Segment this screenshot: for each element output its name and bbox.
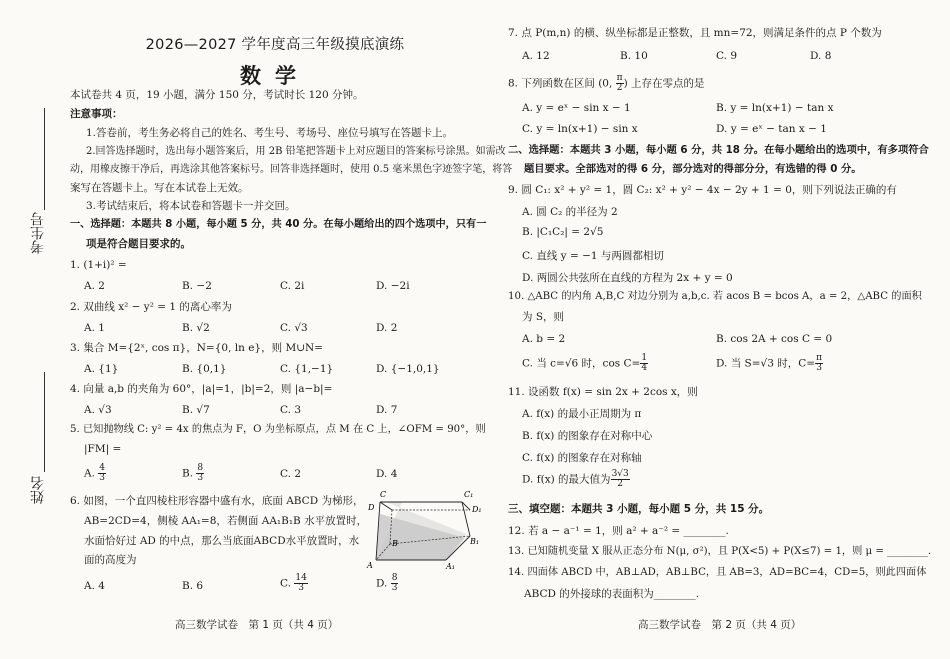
q8-option-c: C. y = ln(x+1) − sin x bbox=[522, 123, 638, 135]
q3-option-d: D. {−1,0,1} bbox=[376, 363, 440, 375]
q12-stem: 12. 若 a − a⁻¹ = 1，则 a² + a⁻² = ________. bbox=[508, 525, 729, 537]
q2-option-c: C. √3 bbox=[280, 322, 308, 334]
q8-option-d: D. y = eˣ − tan x − 1 bbox=[716, 123, 827, 135]
q10-option-a: A. b = 2 bbox=[522, 333, 566, 345]
label-b: B bbox=[392, 539, 398, 548]
edge-c1-b1 bbox=[462, 502, 470, 536]
q10-stem-line2: 为 S，则 bbox=[522, 311, 565, 323]
q13-stem: 13. 已知随机变量 X 服从正态分布 N(μ, σ²)，且 P(X<5) + P(X≤7) = 1，则 μ = ________. bbox=[508, 546, 932, 557]
q9-option-c: C. 直线 y = −1 与两圆都相切 bbox=[522, 250, 664, 262]
q9-option-d: D. 两圆公共弦所在直线的方程为 2x + y = 0 bbox=[522, 272, 733, 284]
q11-option-c: C. f(x) 的图象存在对称轴 bbox=[522, 452, 642, 464]
q6-option-c: C. $\frac{14}{3}$ bbox=[280, 573, 307, 593]
q3-option-c: C. {1,−1} bbox=[280, 363, 334, 375]
q9-option-b: B. |C₁C₂| = 2√5 bbox=[522, 226, 604, 238]
q9-option-a: A. 圆 C₂ 的半径为 2 bbox=[522, 206, 618, 218]
q5-option-d: D. 4 bbox=[376, 468, 398, 480]
q10-option-b: B. cos 2A + cos C = 0 bbox=[716, 333, 833, 345]
q1-stem: 1. (1+i)² = bbox=[70, 259, 127, 271]
q3-stem: 3. 集合 M={2ˣ, cos π}，N={0, ln e}，则 M∪N= bbox=[70, 342, 323, 354]
intro-text: 本试卷共 4 页，19 小题，满分 150 分，考试时长 120 分钟。 bbox=[70, 89, 364, 101]
q6-line2: AB=2CD=4，侧棱 AA₁=8，若侧面 AA₁B₁B 水平放置时， bbox=[84, 515, 368, 527]
q7-stem: 7. 点 P(m,n) 的横、纵坐标都是正整数，且 mn=72，则满足条件的点 P 个数为 bbox=[508, 27, 882, 39]
q2-option-b: B. √2 bbox=[182, 322, 210, 334]
q5-option-a: A. $\frac{4}{3}$ bbox=[84, 463, 105, 483]
q7-option-a: A. 12 bbox=[522, 50, 550, 62]
q8-stem: 8. 下列函数在区间 (0, $\frac{\pi}{2}$ ) 上存在零点的是 bbox=[508, 73, 705, 93]
note-3: 3.考试结束后，将本试卷和答题卡一并交回。 bbox=[86, 200, 296, 212]
q11-option-b: B. f(x) 的图象存在对称中心 bbox=[522, 430, 653, 442]
q4-option-b: B. √7 bbox=[182, 404, 210, 416]
q2-stem: 2. 双曲线 x² − y² = 1 的离心率为 bbox=[70, 301, 232, 313]
q10-option-d: D. 当 S=√3 时，C= $\frac{\pi}{3}$ bbox=[716, 353, 823, 373]
exam-number-label: 考生号 bbox=[30, 212, 46, 254]
q10-option-c: C. 当 c=√6 时，cos C= $\frac{1}{4}$ bbox=[522, 353, 648, 373]
section-1-line2: 项是符合题目要求的。 bbox=[86, 238, 191, 250]
q7-option-b: B. 10 bbox=[620, 50, 648, 62]
q4-option-d: D. 7 bbox=[376, 404, 398, 416]
q4-option-c: C. 3 bbox=[280, 404, 302, 416]
prism-figure bbox=[366, 488, 480, 570]
label-d1: D₁ bbox=[472, 505, 482, 514]
q1-option-b: B. −2 bbox=[182, 280, 212, 292]
q9-stem: 9. 圆 C₁: x² + y² = 1，圆 C₂: x² + y² − 4x − 2y + 1 = 0，则下列说法正确的有 bbox=[508, 184, 897, 196]
q3-option-a: A. {1} bbox=[84, 363, 119, 375]
name-line bbox=[44, 372, 45, 472]
q5-stem-line1: 5. 已知抛物线 C: y² = 4x 的焦点为 F，O 为坐标原点，点 M 在 C 上，∠OFM = 90°，则 bbox=[70, 424, 486, 435]
exam-number-line bbox=[44, 108, 45, 210]
q1-option-d: D. −2i bbox=[376, 280, 410, 292]
q6-line4: 面的高度为 bbox=[84, 554, 137, 566]
q5-option-c: C. 2 bbox=[280, 468, 302, 480]
q8-option-b: B. y = ln(x+1) − tan x bbox=[716, 102, 834, 114]
subject-title: 数学 bbox=[240, 64, 310, 88]
note-1: 1.答卷前，考生务必将自己的姓名、考生号、考场号、座位号填写在答题卡上。 bbox=[86, 127, 454, 139]
q1-option-c: C. 2i bbox=[280, 280, 305, 292]
label-c: C bbox=[380, 490, 387, 499]
q11-stem: 11. 设函数 f(x) = sin 2x + 2cos x，则 bbox=[508, 386, 698, 398]
label-b1: B₁ bbox=[470, 537, 480, 546]
q6-option-a: A. 4 bbox=[84, 580, 105, 592]
q3-option-b: B. {0,1} bbox=[182, 363, 227, 375]
name-label: 姓名 bbox=[30, 476, 46, 504]
section-3-line1: 三、填空题：本题共 3 小题，每小题 5 分，共 15 分。 bbox=[508, 503, 770, 515]
q5-stem-line2: |FM| = bbox=[84, 443, 122, 455]
note-2b: 动，用橡皮擦干净后，再选涂其他答案标号。回答非选择题时，使用 0.5 毫米黑色字迹签字笔，将答 bbox=[70, 164, 513, 175]
q4-option-a: A. √3 bbox=[84, 404, 112, 416]
label-a: A bbox=[367, 561, 373, 570]
q6-option-d: D. $\frac{8}{3}$ bbox=[376, 573, 398, 593]
q2-option-a: A. 1 bbox=[84, 322, 105, 334]
q8-option-a: A. y = eˣ − sin x − 1 bbox=[522, 102, 631, 114]
q6-option-b: B. 6 bbox=[182, 580, 204, 592]
q6-line3: 水面恰好过 AD 的中点，那么当底面ABCD水平放置时，水 bbox=[84, 535, 360, 547]
exam-title: 2026—2027 学年度高三年级摸底演练 bbox=[145, 37, 405, 53]
q1-option-a: A. 2 bbox=[84, 280, 105, 292]
q14-line2: ABCD 的外接球的表面积为________. bbox=[524, 588, 700, 600]
q10-stem-line1: 10. △ABC 的内角 A,B,C 对边分别为 a,b,c. 若 acos B = bcos A，a = 2，△ABC 的面积 bbox=[508, 291, 922, 302]
note-2c: 案写在答题卡上。写在本试卷上无效。 bbox=[70, 182, 249, 194]
footer-page-1: 高三数学试卷 第 1 页（共 4 页） bbox=[175, 619, 339, 631]
q7-option-d: D. 8 bbox=[810, 50, 832, 62]
section-1-line1: 一、选择题：本题共 8 小题，每小题 5 分，共 40 分。在每小题给出的四个选项中，只有一 bbox=[70, 219, 487, 230]
q2-option-d: D. 2 bbox=[376, 322, 398, 334]
q6-line1: 6. 如图，一个直四棱柱形容器中盛有水，底面 ABCD 为梯形， bbox=[70, 495, 364, 507]
footer-page-2: 高三数学试卷 第 2 页（共 4 页） bbox=[638, 619, 802, 631]
section-2-line1: 二、选择题：本题共 3 小题，每小题 6 分，共 18 分。在每小题给出的选项中，有多项符合 bbox=[508, 144, 929, 156]
label-d: D bbox=[368, 503, 375, 512]
q11-option-a: A. f(x) 的最小正周期为 π bbox=[522, 408, 642, 420]
q14-line1: 14. 四面体 ABCD 中，AB⊥AD，AB⊥BC，且 AB=3，AD=BC=4，CD=5，则此四面体 bbox=[508, 567, 927, 578]
q4-stem: 4. 向量 a,b 的夹角为 60°，|a|=1，|b|=2，则 |a−b|= bbox=[70, 383, 333, 395]
q7-option-c: C. 9 bbox=[716, 50, 738, 62]
note-2a: 2.回答选择题时，选出每小题答案后，用 2B 铅笔把答题卡上对应题目的答案标号涂黑。如需改 bbox=[86, 146, 506, 157]
section-2-line2: 题目要求。全部选对的得 6 分，部分选对的得部分分，有选错的得 0 分。 bbox=[524, 163, 862, 175]
notes-heading: 注意事项： bbox=[70, 108, 123, 120]
q5-option-b: B. $\frac{8}{3}$ bbox=[182, 463, 204, 483]
label-a1: A₁ bbox=[446, 562, 455, 571]
label-c1: C₁ bbox=[464, 490, 474, 499]
q11-option-d: D. f(x) 的最大值为 $\frac{3√3}{2}$ bbox=[522, 469, 629, 489]
